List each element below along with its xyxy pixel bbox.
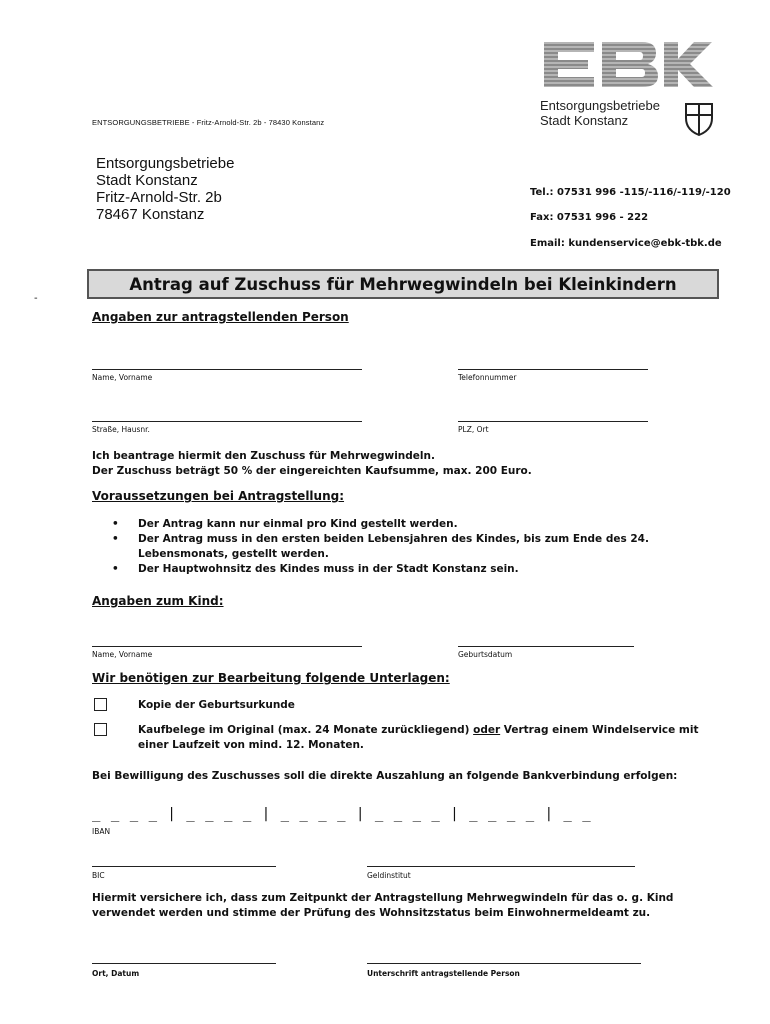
logo-caption-line1: Entsorgungsbetriebe — [540, 98, 660, 113]
child-name-label: Name, Vorname — [92, 650, 153, 659]
list-item: • Der Antrag muss in den ersten beiden Lebensjahren des Kindes, bis zum Ende des 24. Lebensmonats, gestellt werden. — [112, 532, 672, 562]
contact-email: Email: kundenservice@ebk-tbk.de — [530, 238, 722, 249]
street-field[interactable] — [92, 421, 362, 422]
bank-intro: Bei Bewilligung des Zuschusses soll die direkte Auszahlung an folgende Bankverbindung erfolgen: — [92, 770, 678, 782]
contact-fax: Fax: 07531 996 - 222 — [530, 212, 649, 223]
logo-caption-line2: Stadt Konstanz — [540, 113, 629, 128]
requirements-list — [112, 517, 672, 577]
name-label: Name, Vorname — [92, 373, 153, 382]
receipts-text — [138, 723, 708, 753]
signature-label: Unterschrift antragstellende Person — [367, 969, 520, 978]
place-date-field[interactable] — [92, 963, 276, 964]
receipts-text-b: Vertrag einem Windelservice mit einer Laufzeit von mind. 12. Monaten. — [138, 724, 699, 751]
applicant-heading: Angaben zur antragstellenden Person — [92, 310, 349, 324]
street-label: Straße, Hausnr. — [92, 425, 150, 434]
name-field[interactable] — [92, 369, 362, 370]
address-line: Entsorgungsbetriebe — [96, 155, 235, 172]
birth-certificate-checkbox[interactable] — [94, 698, 107, 711]
iban-field[interactable]: _ _ _ _ | _ _ _ _ | _ _ _ _ | _ _ _ _ | _ _ _ _ | _ _ — [92, 806, 592, 822]
city-field[interactable] — [458, 421, 648, 422]
receipts-checkbox[interactable] — [94, 723, 107, 736]
address-line: 78467 Konstanz — [96, 206, 205, 223]
address-line: Fritz-Arnold-Str. 2b — [96, 189, 222, 206]
child-heading: Angaben zum Kind: — [92, 594, 224, 608]
city-label: PLZ, Ort — [458, 425, 489, 434]
address-line: Stadt Konstanz — [96, 172, 198, 189]
margin-mark: - — [34, 293, 38, 304]
bank-name-label: Geldinstitut — [367, 871, 411, 880]
list-item: • Der Hauptwohnsitz des Kindes muss in der Stadt Konstanz sein. — [112, 562, 672, 577]
list-item: • Der Antrag kann nur einmal pro Kind gestellt werden. — [112, 517, 672, 532]
receipts-text-a: Kaufbelege im Original (max. 24 Monate zurückliegend) — [138, 724, 474, 736]
receipts-text-or: oder — [473, 724, 501, 736]
logo-caption — [540, 98, 660, 128]
birthdate-field[interactable] — [458, 646, 634, 647]
signature-field[interactable] — [367, 963, 641, 964]
contact-tel: Tel.: 07531 996 -115/-116/-119/-120 — [530, 187, 731, 198]
request-line2: Der Zuschuss beträgt 50 % der eingereichten Kaufsumme, max. 200 Euro. — [92, 465, 532, 477]
declaration-text: Hiermit versichere ich, dass zum Zeitpunkt der Antragstellung Mehrwegwindeln für das o. g. Kind verwendet werden und stimme der Prüfung des Wohnsitzstatus beim Einwohnermeldeamt zu. — [92, 892, 674, 919]
birthdate-label: Geburtsdatum — [458, 650, 513, 659]
bic-field[interactable] — [92, 866, 276, 867]
ebk-logo-letters-icon — [542, 40, 714, 88]
iban-label: IBAN — [92, 827, 111, 836]
birth-certificate-text: Kopie der Geburtsurkunde — [138, 699, 295, 711]
sender-line: ENTSORGUNGSBETRIEBE - Fritz-Arnold-Str. 2b - 78430 Konstanz — [92, 118, 325, 127]
child-name-field[interactable] — [92, 646, 362, 647]
bank-name-field[interactable] — [367, 866, 635, 867]
recipient-address — [96, 155, 234, 223]
requirements-heading: Voraussetzungen bei Antragstellung: — [92, 489, 345, 503]
request-text — [92, 449, 532, 479]
konstanz-crest-icon — [684, 102, 714, 136]
phone-label: Telefonnummer — [458, 373, 517, 382]
request-line1: Ich beantrage hiermit den Zuschuss für Mehrwegwindeln. — [92, 450, 435, 462]
phone-field[interactable] — [458, 369, 648, 370]
form-title: Antrag auf Zuschuss für Mehrwegwindeln bei Kleinkindern — [87, 269, 719, 299]
bic-label: BIC — [92, 871, 105, 880]
place-date-label: Ort, Datum — [92, 969, 140, 978]
documents-heading: Wir benötigen zur Bearbeitung folgende Unterlagen: — [92, 671, 450, 685]
